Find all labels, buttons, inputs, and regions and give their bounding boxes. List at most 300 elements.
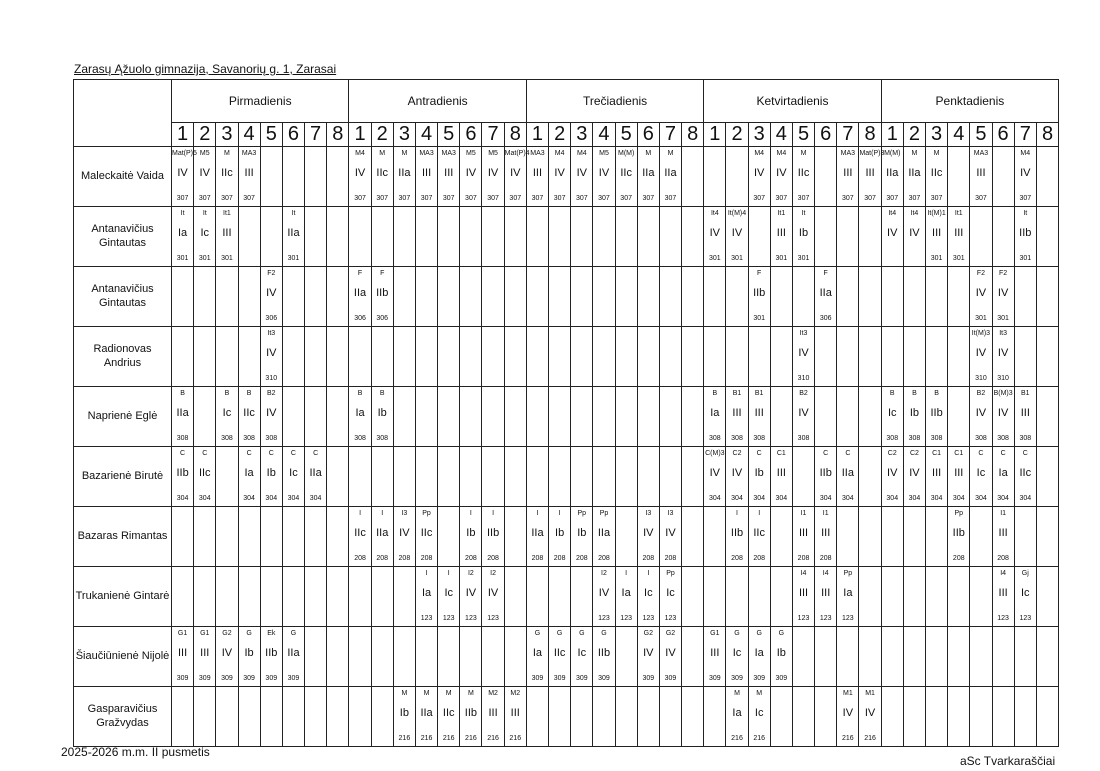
subject-code: I4 bbox=[822, 570, 829, 577]
lesson-cell bbox=[482, 267, 504, 327]
subject-code: B bbox=[246, 390, 252, 397]
lesson-cell bbox=[504, 507, 526, 567]
software-label: aSc Tvarkaraščiai bbox=[960, 754, 1056, 768]
subject-code: Pp bbox=[577, 510, 587, 517]
room-number: 307 bbox=[487, 195, 499, 202]
lesson-cell bbox=[903, 147, 925, 207]
subject-code: G2 bbox=[665, 630, 676, 637]
subject-code: Mat(P)5 bbox=[172, 150, 197, 157]
lesson-cell bbox=[371, 567, 393, 627]
lesson-cell bbox=[682, 447, 704, 507]
room-number: 308 bbox=[930, 435, 943, 442]
class-group: IIc bbox=[243, 407, 255, 419]
lesson-cell bbox=[260, 627, 282, 687]
room-number: 301 bbox=[997, 315, 1009, 322]
room-number: 304 bbox=[708, 495, 721, 502]
lesson-cell bbox=[549, 267, 571, 327]
room-number: 208 bbox=[753, 555, 766, 562]
class-group: IIa bbox=[908, 167, 921, 179]
teacher-row bbox=[74, 627, 1059, 687]
class-group: IV bbox=[753, 167, 765, 179]
lesson-cell bbox=[194, 687, 216, 747]
subject-code: C(M)3 bbox=[705, 450, 725, 457]
lesson-cell bbox=[282, 207, 304, 267]
subject-code: M4 bbox=[776, 150, 787, 157]
subject-code: G2 bbox=[222, 630, 232, 637]
room-number: 309 bbox=[265, 675, 278, 682]
lesson-cell bbox=[726, 327, 748, 387]
lesson-cell bbox=[792, 447, 814, 507]
period-number: 3 bbox=[393, 123, 415, 147]
teacher-name: Bazarienė Birutė bbox=[74, 447, 172, 507]
room-number: 310 bbox=[265, 375, 278, 382]
subject-code: It3 bbox=[799, 330, 808, 337]
lesson-cell bbox=[305, 507, 327, 567]
class-group: IV bbox=[576, 167, 587, 179]
room-number: 307 bbox=[243, 195, 255, 202]
lesson-cell bbox=[748, 387, 770, 447]
teacher-name: Trukanienė Gintarė bbox=[74, 567, 172, 627]
period-number: 5 bbox=[792, 123, 814, 147]
lesson-cell bbox=[260, 507, 282, 567]
lesson-cell bbox=[992, 507, 1014, 567]
class-group: IV bbox=[354, 167, 366, 179]
room-number: 304 bbox=[997, 495, 1009, 502]
room-number: 304 bbox=[198, 495, 211, 502]
room-number: 123 bbox=[997, 615, 1009, 622]
lesson-cell bbox=[216, 267, 238, 327]
lesson-cell bbox=[992, 387, 1014, 447]
lesson-cell bbox=[327, 447, 349, 507]
subject-code: M4 bbox=[1020, 150, 1031, 157]
lesson-cell bbox=[438, 147, 460, 207]
lesson-cell bbox=[371, 327, 393, 387]
lesson-cell bbox=[393, 387, 415, 447]
lesson-cell bbox=[438, 387, 460, 447]
subject-code: C bbox=[823, 450, 829, 457]
lesson-cell bbox=[305, 627, 327, 687]
lesson-cell bbox=[1036, 507, 1058, 567]
room-number: 301 bbox=[753, 315, 766, 322]
lesson-cell bbox=[881, 387, 903, 447]
lesson-cell bbox=[238, 267, 260, 327]
lesson-cell bbox=[903, 567, 925, 627]
subject-code: I1 bbox=[1000, 510, 1007, 517]
subject-code: I4 bbox=[800, 570, 807, 577]
lesson-cell bbox=[859, 147, 885, 207]
lesson-cell bbox=[482, 507, 504, 567]
class-group: III bbox=[178, 647, 188, 659]
class-group: IIc bbox=[797, 167, 810, 179]
room-number: 208 bbox=[797, 555, 810, 562]
lesson-cell bbox=[415, 447, 437, 507]
room-number: 308 bbox=[975, 435, 987, 442]
lesson-cell bbox=[504, 687, 526, 747]
subject-code: M bbox=[911, 150, 918, 157]
lesson-cell bbox=[748, 687, 770, 747]
class-group: III bbox=[798, 527, 809, 539]
lesson-cell bbox=[393, 507, 415, 567]
class-group: IIb bbox=[176, 467, 189, 479]
lesson-cell bbox=[903, 627, 925, 687]
class-group: IV bbox=[997, 287, 1009, 299]
subject-code: B(M)3 bbox=[993, 390, 1013, 397]
class-group: IIb bbox=[819, 467, 832, 479]
subject-code: B1 bbox=[732, 390, 742, 397]
lesson-cell bbox=[415, 507, 437, 567]
subject-code: I bbox=[758, 510, 761, 517]
room-number: 308 bbox=[708, 435, 721, 442]
lesson-cell bbox=[371, 687, 393, 747]
lesson-cell bbox=[682, 567, 704, 627]
lesson-cell bbox=[393, 447, 415, 507]
lesson-cell bbox=[748, 507, 770, 567]
room-number: 308 bbox=[265, 435, 278, 442]
period-number: 2 bbox=[549, 123, 571, 147]
subject-code: B bbox=[889, 390, 895, 397]
room-number: 309 bbox=[598, 675, 610, 682]
lesson-cell bbox=[770, 387, 792, 447]
room-number: 304 bbox=[265, 495, 278, 502]
room-number: 301 bbox=[952, 255, 965, 262]
lesson-cell bbox=[615, 627, 637, 687]
subject-code: M bbox=[933, 150, 940, 157]
lesson-cell bbox=[504, 447, 526, 507]
lesson-cell bbox=[526, 447, 548, 507]
teacher-name: Maleckaitė Vaida bbox=[74, 147, 172, 207]
period-number: 2 bbox=[726, 123, 748, 147]
subject-code: M4 bbox=[754, 150, 765, 157]
subject-code: Pp bbox=[954, 510, 964, 517]
subject-code: M bbox=[734, 690, 740, 697]
class-group: Ib bbox=[466, 527, 476, 539]
class-group: Ic bbox=[732, 647, 742, 659]
lesson-cell bbox=[992, 567, 1014, 627]
subject-code: I bbox=[536, 510, 539, 517]
room-number: 310 bbox=[797, 375, 810, 382]
room-number: 208 bbox=[731, 555, 743, 562]
period-number: 7 bbox=[837, 123, 859, 147]
lesson-cell bbox=[1036, 387, 1058, 447]
class-group: Ia bbox=[998, 467, 1008, 479]
room-number: 310 bbox=[975, 375, 987, 382]
period-number: 7 bbox=[1014, 123, 1036, 147]
class-group: IIb bbox=[730, 527, 744, 539]
class-group: Ic bbox=[1021, 587, 1030, 599]
lesson-cell bbox=[704, 627, 726, 687]
timetable-body bbox=[74, 147, 1059, 747]
room-number: 308 bbox=[354, 435, 366, 442]
class-group: III bbox=[244, 167, 254, 179]
room-number: 301 bbox=[198, 255, 211, 262]
class-group: IV bbox=[776, 167, 787, 179]
lesson-cell bbox=[415, 147, 437, 207]
room-number: 304 bbox=[952, 495, 965, 502]
room-number: 216 bbox=[509, 735, 522, 742]
room-number: 307 bbox=[864, 195, 876, 202]
lesson-cell bbox=[460, 147, 482, 207]
room-number: 301 bbox=[775, 255, 788, 262]
class-group: Ia bbox=[732, 707, 742, 719]
lesson-cell bbox=[859, 627, 881, 687]
subject-code: I bbox=[425, 570, 428, 577]
class-group: IV bbox=[465, 167, 477, 179]
day-header: Pirmadienis bbox=[172, 80, 349, 123]
subject-code: M bbox=[401, 150, 408, 157]
class-group: IIb bbox=[753, 287, 766, 299]
subject-code: I3 bbox=[645, 510, 652, 517]
class-group: IIc bbox=[930, 167, 943, 179]
lesson-cell bbox=[748, 567, 770, 627]
subject-code: It bbox=[291, 210, 296, 217]
lesson-cell bbox=[1036, 327, 1058, 387]
lesson-cell bbox=[881, 207, 903, 267]
subject-code: C1 bbox=[954, 450, 964, 457]
lesson-cell bbox=[482, 327, 504, 387]
subject-code: It4 bbox=[888, 210, 897, 217]
class-group: III bbox=[821, 587, 831, 599]
period-number: 6 bbox=[815, 123, 837, 147]
lesson-cell bbox=[1036, 147, 1058, 207]
lesson-cell bbox=[615, 447, 637, 507]
class-group: IV bbox=[665, 647, 676, 659]
class-group: IV bbox=[266, 407, 277, 419]
teacher-row bbox=[74, 447, 1059, 507]
class-group: IV bbox=[643, 647, 654, 659]
timetable bbox=[73, 79, 1059, 747]
lesson-cell bbox=[305, 267, 327, 327]
lesson-cell bbox=[815, 507, 837, 567]
period-number: 6 bbox=[992, 123, 1014, 147]
class-group: IIa bbox=[353, 287, 367, 299]
lesson-cell bbox=[371, 387, 393, 447]
lesson-cell bbox=[992, 687, 1014, 747]
lesson-cell bbox=[637, 147, 659, 207]
subject-code: I3 bbox=[401, 510, 408, 517]
lesson-cell bbox=[792, 507, 814, 567]
lesson-cell bbox=[571, 627, 593, 687]
period-number: 1 bbox=[349, 123, 371, 147]
lesson-cell bbox=[504, 387, 526, 447]
lesson-cell bbox=[327, 507, 349, 567]
period-number: 7 bbox=[305, 123, 327, 147]
subject-code: M bbox=[467, 690, 474, 697]
subject-code: I1 bbox=[800, 510, 807, 517]
lesson-cell bbox=[460, 327, 482, 387]
lesson-cell bbox=[460, 507, 482, 567]
lesson-cell bbox=[327, 267, 349, 327]
class-group: IV bbox=[909, 467, 920, 479]
class-group: IV bbox=[997, 347, 1009, 359]
room-number: 123 bbox=[420, 615, 433, 622]
lesson-cell bbox=[526, 627, 548, 687]
period-number: 5 bbox=[260, 123, 282, 147]
class-group: Ib bbox=[909, 407, 920, 419]
subject-code: C2 bbox=[732, 450, 742, 457]
lesson-cell bbox=[837, 267, 859, 327]
lesson-cell bbox=[659, 687, 681, 747]
lesson-cell bbox=[637, 627, 659, 687]
subject-code: I2 bbox=[601, 570, 607, 577]
room-number: 309 bbox=[664, 675, 677, 682]
lesson-cell bbox=[704, 447, 726, 507]
lesson-cell bbox=[482, 147, 504, 207]
room-number: 301 bbox=[708, 255, 721, 262]
lesson-cell bbox=[593, 387, 615, 447]
subject-code: F bbox=[757, 270, 762, 277]
subject-code: I bbox=[736, 510, 738, 517]
class-group: IV bbox=[554, 167, 565, 179]
subject-code: It3 bbox=[999, 330, 1008, 337]
lesson-cell bbox=[948, 447, 970, 507]
room-number: 301 bbox=[930, 255, 943, 262]
lesson-cell bbox=[926, 207, 948, 267]
lesson-cell bbox=[1014, 147, 1036, 207]
lesson-cell bbox=[327, 207, 349, 267]
class-group: IIc bbox=[1019, 467, 1032, 479]
subject-code: M2 bbox=[488, 690, 498, 697]
period-number: 1 bbox=[704, 123, 726, 147]
subject-code: B bbox=[912, 390, 917, 397]
room-number: 123 bbox=[664, 615, 677, 622]
class-group: IV bbox=[487, 587, 499, 599]
class-group: IIc bbox=[620, 167, 632, 179]
subject-code: It4 bbox=[910, 210, 919, 217]
lesson-cell bbox=[194, 507, 216, 567]
lesson-cell bbox=[615, 387, 637, 447]
lesson-cell bbox=[926, 507, 948, 567]
subject-code: M bbox=[756, 690, 763, 697]
class-group: Ic bbox=[666, 587, 675, 599]
school-header: Zarasų Ąžuolo gimnazija, Savanorių g. 1, Zarasai bbox=[74, 62, 337, 76]
room-number: 309 bbox=[753, 675, 766, 682]
lesson-cell bbox=[526, 687, 548, 747]
lesson-cell bbox=[881, 267, 903, 327]
room-number: 123 bbox=[642, 615, 655, 622]
subject-code: M bbox=[224, 150, 230, 157]
lesson-cell bbox=[948, 627, 970, 687]
class-group: Ia bbox=[532, 647, 543, 659]
lesson-cell bbox=[393, 687, 415, 747]
room-number: 309 bbox=[708, 675, 721, 682]
period-number: 3 bbox=[748, 123, 770, 147]
lesson-cell bbox=[792, 627, 814, 687]
lesson-cell bbox=[770, 627, 792, 687]
class-group: IV bbox=[177, 167, 188, 179]
class-group: Ic bbox=[200, 227, 210, 239]
lesson-cell bbox=[172, 567, 194, 627]
subject-code: I bbox=[381, 510, 384, 517]
subject-code: It bbox=[202, 210, 207, 217]
room-number: 208 bbox=[952, 555, 965, 562]
class-group: III bbox=[976, 167, 986, 179]
lesson-cell bbox=[571, 687, 593, 747]
subject-code: I4 bbox=[1000, 570, 1007, 577]
period-number: 4 bbox=[770, 123, 792, 147]
subject-code: MA3 bbox=[419, 150, 434, 157]
lesson-cell bbox=[194, 207, 216, 267]
room-number: 123 bbox=[598, 615, 610, 622]
room-number: 307 bbox=[775, 195, 788, 202]
lesson-cell bbox=[460, 447, 482, 507]
subject-code: B bbox=[180, 390, 185, 397]
lesson-cell bbox=[438, 327, 460, 387]
lesson-cell bbox=[926, 627, 948, 687]
room-number: 308 bbox=[753, 435, 766, 442]
subject-code: C bbox=[202, 450, 208, 457]
subject-code: It bbox=[801, 210, 806, 217]
lesson-cell bbox=[615, 147, 637, 207]
lesson-cell bbox=[1036, 567, 1058, 627]
lesson-cell bbox=[194, 627, 216, 687]
lesson-cell bbox=[926, 687, 948, 747]
class-group: IIa bbox=[531, 527, 544, 539]
lesson-cell bbox=[682, 207, 704, 267]
lesson-cell bbox=[615, 207, 637, 267]
lesson-cell bbox=[815, 387, 837, 447]
period-number: 4 bbox=[593, 123, 615, 147]
day-header-row bbox=[74, 80, 1059, 123]
room-number: 307 bbox=[354, 195, 366, 202]
lesson-cell bbox=[282, 627, 304, 687]
class-group: Ic bbox=[644, 587, 653, 599]
lesson-cell bbox=[172, 147, 197, 207]
lesson-cell bbox=[371, 267, 393, 327]
lesson-cell bbox=[504, 327, 526, 387]
lesson-cell bbox=[837, 567, 859, 627]
class-group: Ib bbox=[776, 647, 786, 659]
lesson-cell bbox=[948, 567, 970, 627]
lesson-cell bbox=[282, 687, 304, 747]
class-group: IV bbox=[199, 167, 210, 179]
class-group: III bbox=[954, 467, 964, 479]
lesson-cell bbox=[770, 267, 792, 327]
day-header: Penktadienis bbox=[881, 80, 1058, 123]
lesson-cell bbox=[970, 507, 992, 567]
day-header: Trečiadienis bbox=[526, 80, 703, 123]
lesson-cell bbox=[726, 687, 748, 747]
lesson-cell bbox=[859, 447, 881, 507]
class-group: Ia bbox=[421, 587, 432, 599]
room-number: 304 bbox=[908, 495, 921, 502]
lesson-cell bbox=[549, 327, 571, 387]
lesson-cell bbox=[305, 567, 327, 627]
subject-code: M(M) bbox=[617, 150, 635, 157]
subject-code: Pp bbox=[666, 570, 675, 577]
lesson-cell bbox=[349, 327, 371, 387]
room-number: 307 bbox=[176, 195, 189, 202]
lesson-cell bbox=[726, 387, 748, 447]
teacher-name: Antanavičius Gintautas bbox=[74, 267, 172, 327]
lesson-cell bbox=[682, 627, 704, 687]
room-number: 307 bbox=[442, 195, 455, 202]
period-number: 5 bbox=[970, 123, 992, 147]
subject-code: I bbox=[469, 510, 472, 517]
subject-code: M4 bbox=[355, 150, 365, 157]
class-group: IIb bbox=[265, 647, 278, 659]
lesson-cell bbox=[1036, 627, 1058, 687]
lesson-cell bbox=[216, 507, 238, 567]
lesson-cell bbox=[460, 567, 482, 627]
room-number: 306 bbox=[376, 315, 389, 322]
lesson-cell bbox=[748, 327, 770, 387]
room-number: 310 bbox=[997, 375, 1009, 382]
lesson-cell bbox=[349, 687, 371, 747]
room-number: 301 bbox=[287, 255, 300, 262]
lesson-cell bbox=[704, 267, 726, 327]
lesson-cell bbox=[926, 447, 948, 507]
lesson-cell bbox=[859, 567, 881, 627]
